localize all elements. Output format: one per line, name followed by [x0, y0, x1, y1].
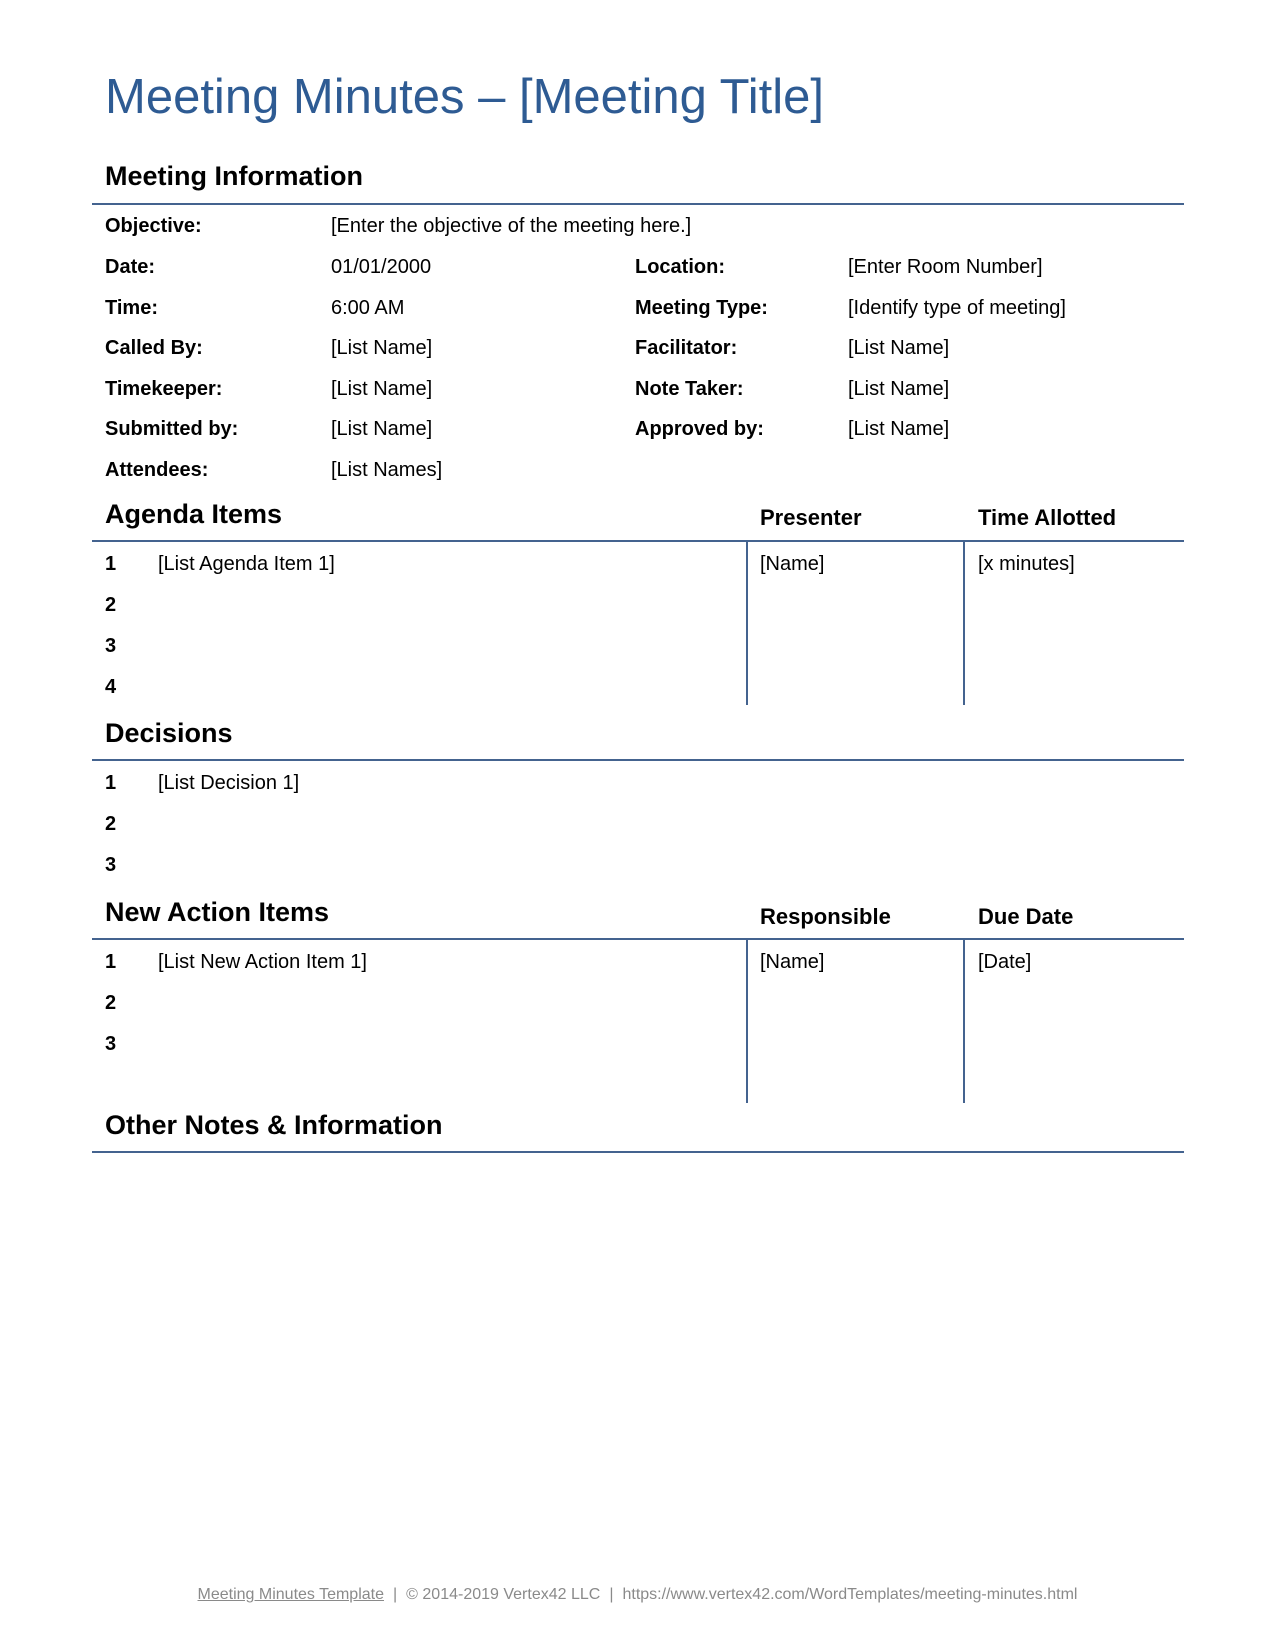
footer-separator: |	[609, 1586, 614, 1603]
actions-divider-2	[963, 939, 965, 1103]
footer-copyright: © 2014-2019 Vertex42 LLC	[406, 1586, 601, 1603]
time-label: Time:	[105, 297, 158, 319]
decision-text: [List Decision 1]	[158, 772, 300, 794]
time-value: 6:00 AM	[331, 297, 405, 319]
agenda-item-number: 2	[105, 594, 117, 616]
action-item-text: [List New Action Item 1]	[158, 951, 367, 973]
decisions-rule	[92, 759, 1184, 761]
agenda-col-presenter: Presenter	[760, 505, 862, 530]
footer	[0, 1587, 1275, 1603]
objective-value: [Enter the objective of the meeting here.]	[331, 215, 692, 237]
meeting-info-heading: Meeting Information	[105, 161, 363, 191]
meeting-info-rule	[92, 203, 1184, 205]
agenda-col-time: Time Allotted	[978, 505, 1117, 530]
agenda-item-number: 4	[105, 676, 117, 698]
footer-template-link[interactable]: Meeting Minutes Template	[197, 1586, 384, 1603]
notes-rule	[92, 1151, 1184, 1153]
agenda-divider-2	[963, 541, 965, 705]
decisions-heading: Decisions	[105, 718, 233, 748]
footer-url[interactable]: https://www.vertex42.com/WordTemplates/meeting-minutes.html	[622, 1586, 1078, 1603]
agenda-item-text: [List Agenda Item 1]	[158, 553, 335, 575]
submitted-by-label: Submitted by:	[105, 418, 239, 440]
date-label: Date:	[105, 256, 156, 278]
facilitator-label: Facilitator:	[635, 337, 738, 359]
action-item-number: 3	[105, 1033, 117, 1055]
action-item-due: [Date]	[978, 951, 1032, 973]
called-by-label: Called By:	[105, 337, 203, 359]
decision-number: 1	[105, 772, 117, 794]
decision-number: 2	[105, 813, 117, 835]
approved-by-value: [List Name]	[848, 418, 950, 440]
actions-divider-1	[746, 939, 748, 1103]
facilitator-value: [List Name]	[848, 337, 950, 359]
action-item-number: 2	[105, 992, 117, 1014]
submitted-by-value: [List Name]	[331, 418, 433, 440]
approved-by-label: Approved by:	[635, 418, 764, 440]
location-label: Location:	[635, 256, 725, 278]
agenda-rule	[92, 540, 1184, 542]
actions-col-responsible: Responsible	[760, 904, 891, 929]
page-title: Meeting Minutes – [Meeting Title]	[105, 70, 825, 124]
called-by-value: [List Name]	[331, 337, 433, 359]
actions-rule	[92, 938, 1184, 940]
action-item-responsible: [Name]	[760, 951, 825, 973]
notes-heading: Other Notes & Information	[105, 1110, 443, 1140]
agenda-item-presenter: [Name]	[760, 553, 825, 575]
meeting-type-label: Meeting Type:	[635, 297, 768, 319]
timekeeper-value: [List Name]	[331, 378, 433, 400]
agenda-item-number: 3	[105, 635, 117, 657]
actions-heading: New Action Items	[105, 897, 330, 927]
agenda-item-time: [x minutes]	[978, 553, 1075, 575]
agenda-item-number: 1	[105, 553, 117, 575]
note-taker-value: [List Name]	[848, 378, 950, 400]
timekeeper-label: Timekeeper:	[105, 378, 223, 400]
note-taker-label: Note Taker:	[635, 378, 744, 400]
location-value: [Enter Room Number]	[848, 256, 1043, 278]
attendees-label: Attendees:	[105, 459, 209, 481]
footer-separator: |	[393, 1586, 398, 1603]
agenda-divider-1	[746, 541, 748, 705]
objective-label: Objective:	[105, 215, 202, 237]
actions-col-due: Due Date	[978, 904, 1074, 929]
decision-number: 3	[105, 854, 117, 876]
agenda-heading: Agenda Items	[105, 499, 283, 529]
meeting-type-value: [Identify type of meeting]	[848, 297, 1066, 319]
attendees-value: [List Names]	[331, 459, 443, 481]
action-item-number: 1	[105, 951, 117, 973]
date-value: 01/01/2000	[331, 256, 432, 278]
